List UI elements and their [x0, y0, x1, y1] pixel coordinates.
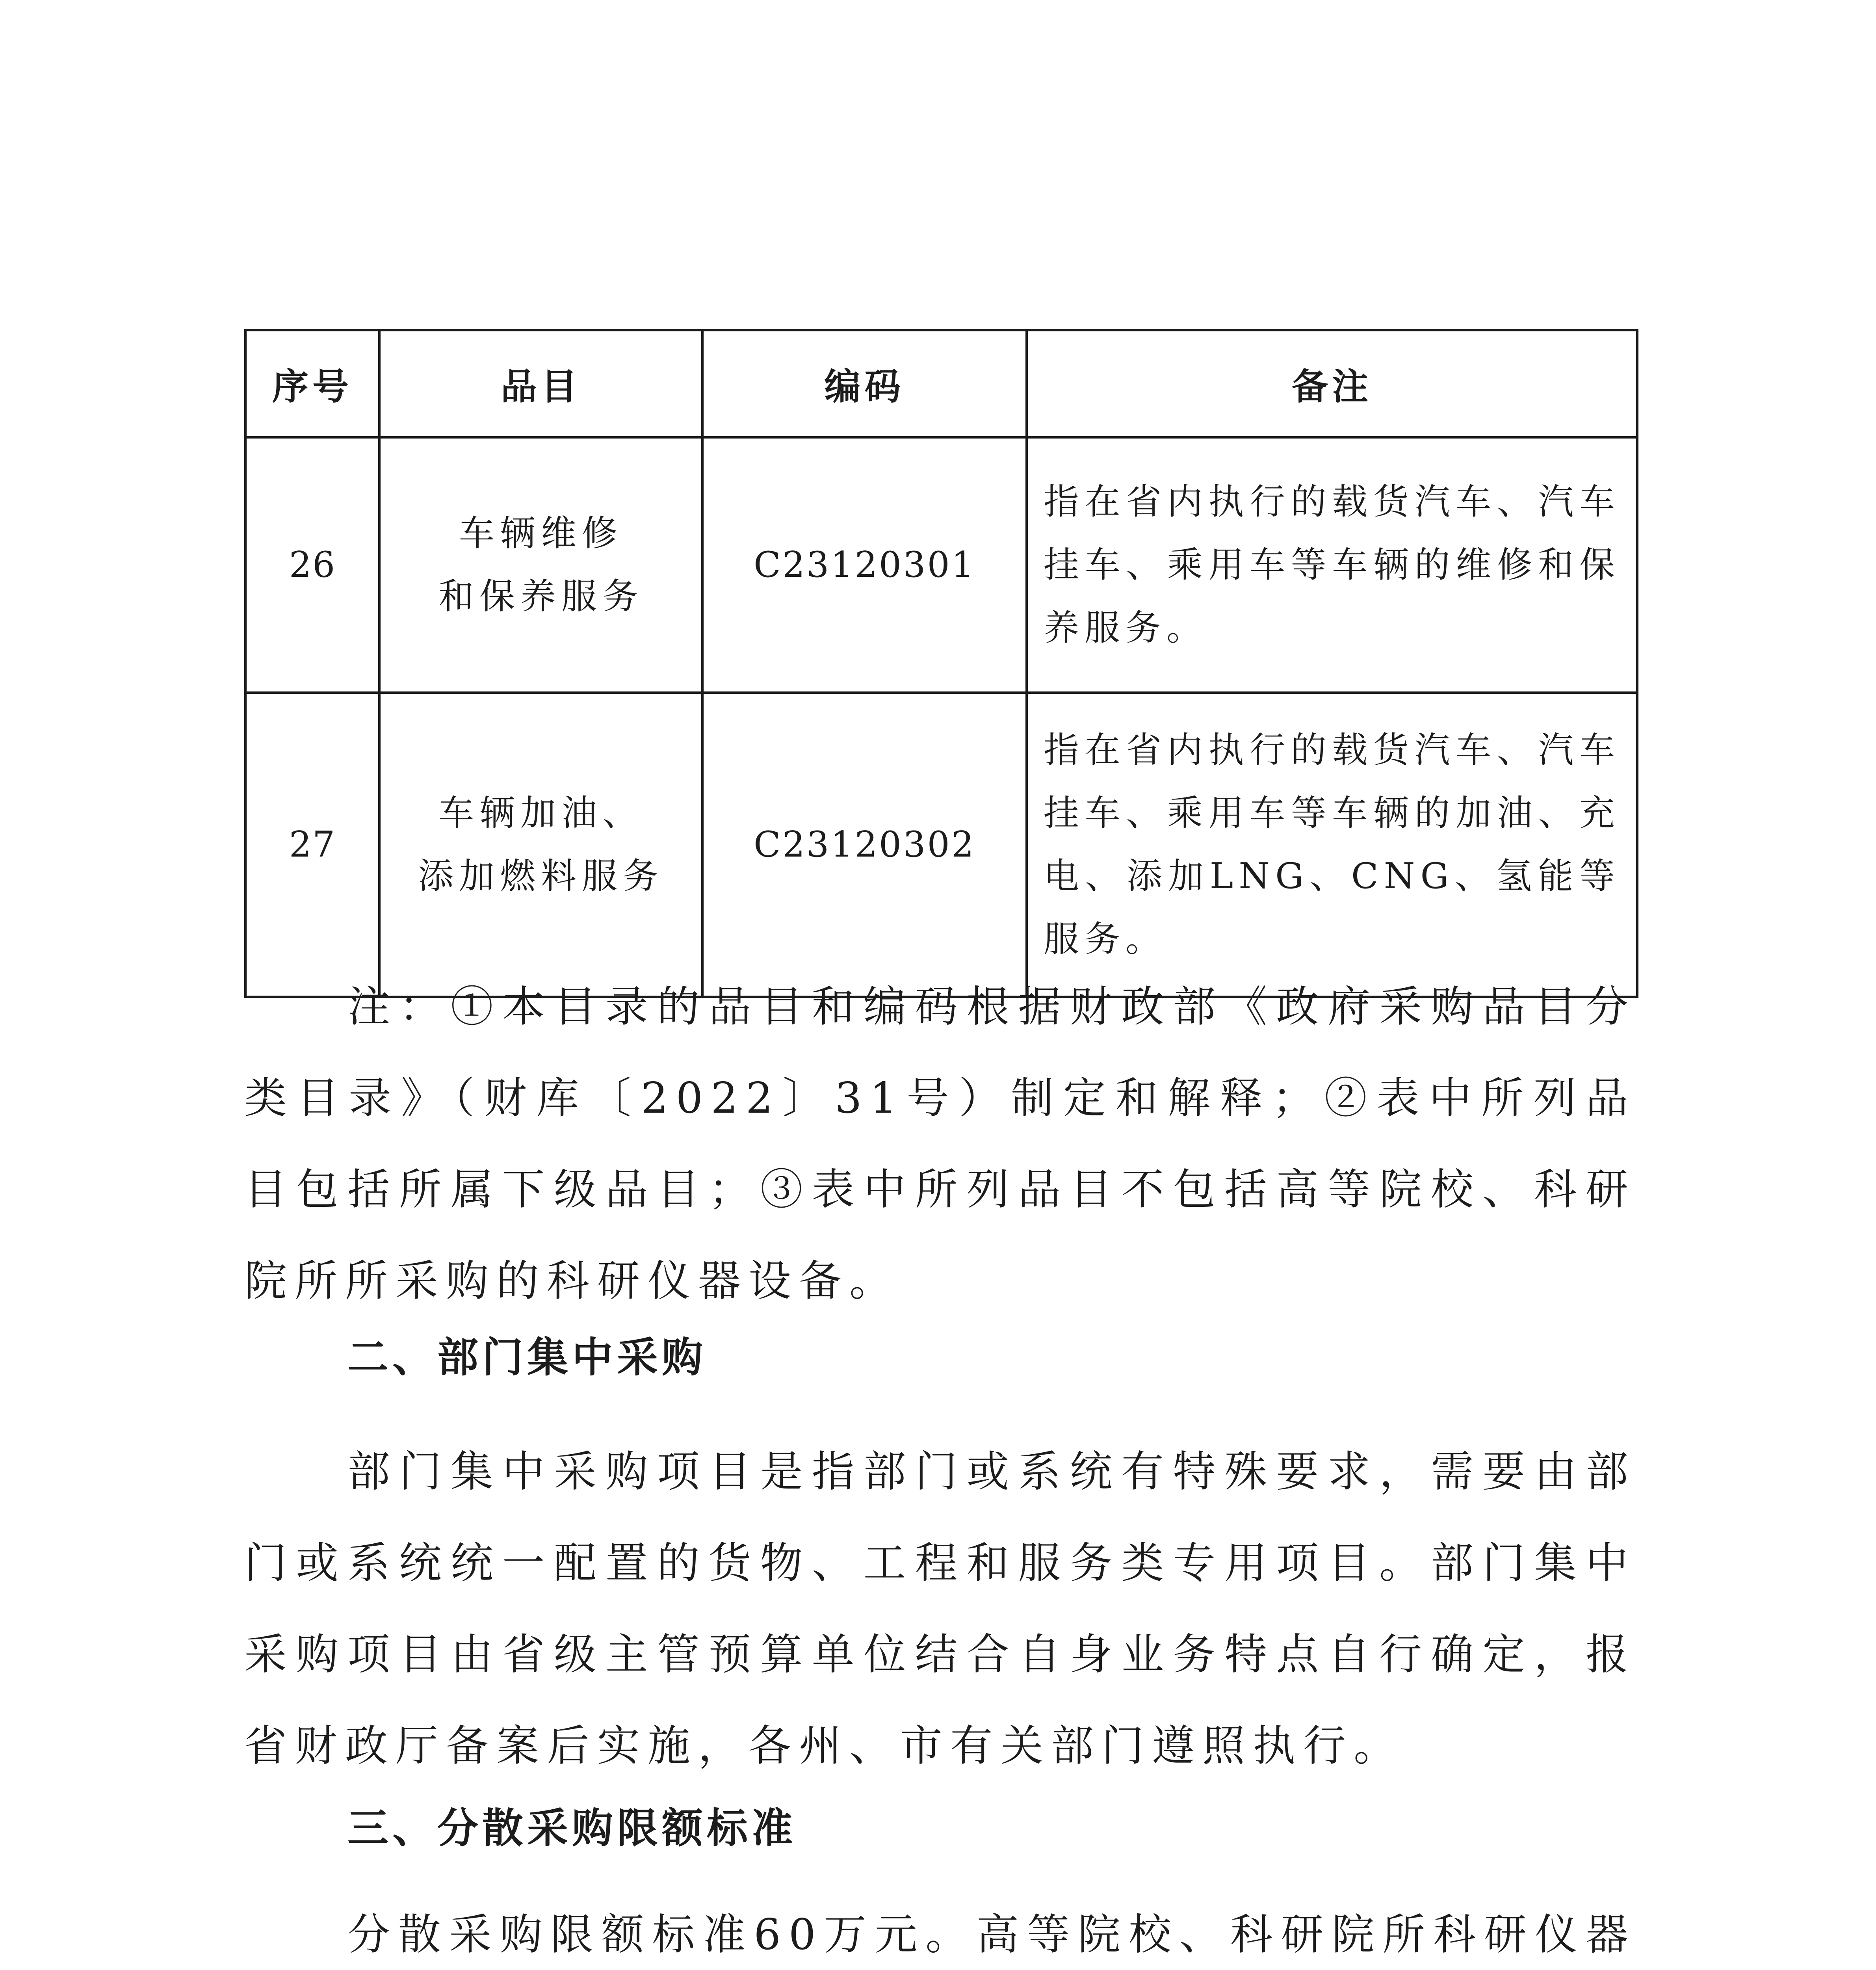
cell-item-line: 车辆维修 [459, 513, 623, 554]
section-paragraph: 部门集中采购项目是指部门或系统有特殊要求，需要由部门或系统统一配置的货物、工程和服务类专用项目。部门集中采购项目由省级主管预算单位结合自身业务特点自行确定，报省财政厅备案后实施，各州、市有关部门遵照执行。 [244, 1447, 1636, 1771]
catalog-table [244, 329, 1638, 998]
cell-item [379, 693, 702, 997]
cell-item [379, 437, 702, 693]
table-row [245, 693, 1637, 997]
header-remark: 备注 [1027, 330, 1637, 437]
table-note: 注：①本目录的品目和编码根据财政部《政府采购品目分类目录》（财库〔2022〕31号）制定和解释；②表中所列品目包括所属下级品目；③表中所列品目不包括高等院校、科研院所所采购的科研仪器设备。 [244, 982, 1636, 1306]
header-code: 编码 [702, 330, 1027, 437]
cell-item-line: 车辆加油、 [438, 792, 643, 834]
table-header-row [245, 330, 1637, 437]
cell-item-line: 和保养服务 [438, 576, 643, 617]
cell-code: C23120301 [702, 437, 1027, 693]
header-item: 品目 [379, 330, 702, 437]
cell-seq: 27 [245, 693, 379, 997]
section-heading-threshold: 三、分散采购限额标准 [347, 1804, 797, 1852]
cell-code: C23120302 [702, 693, 1027, 997]
table-row [245, 437, 1637, 693]
cell-seq: 26 [245, 437, 379, 693]
cell-item-line: 添加燃料服务 [418, 855, 664, 897]
section-paragraph: 分散采购限额标准60万元。高等院校、科研院所科研仪器 [347, 1910, 1636, 1959]
cell-remark: 指在省内执行的载货汽车、汽车挂车、乘用车等车辆的维修和保养服务。 [1027, 437, 1637, 693]
cell-remark: 指在省内执行的载货汽车、汽车挂车、乘用车等车辆的加油、充电、添加LNG、CNG、氢能等服务。 [1027, 693, 1637, 997]
section-heading-dept-procurement: 二、部门集中采购 [347, 1333, 707, 1381]
header-seq: 序号 [245, 330, 379, 437]
